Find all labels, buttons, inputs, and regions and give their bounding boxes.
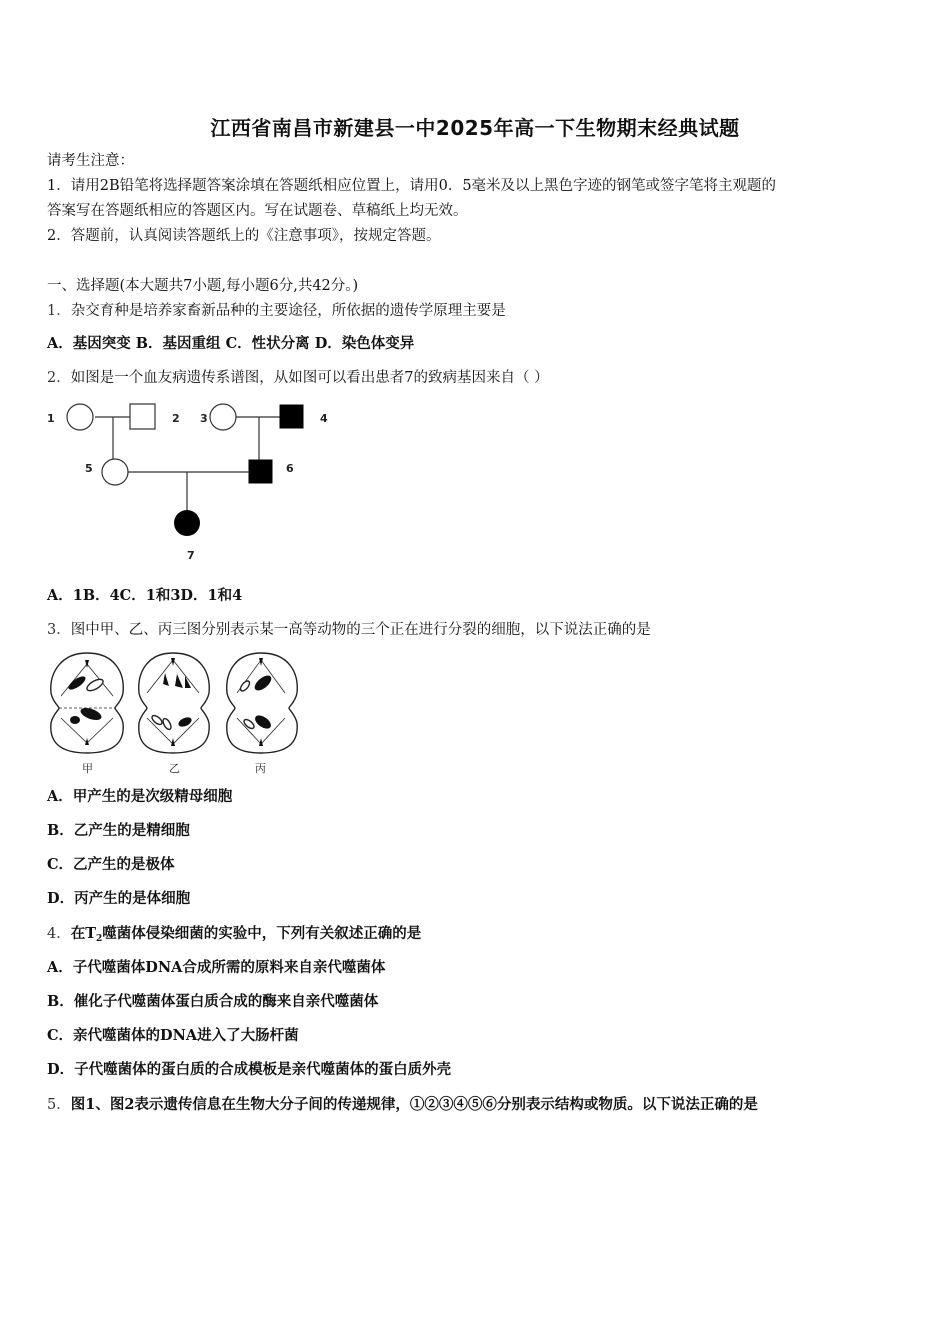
- notice-heading: 请考生注意：: [47, 153, 134, 169]
- individual-2-normal-male: [130, 404, 155, 429]
- individual-7-affected-female: [174, 510, 200, 536]
- question-5: [47, 1094, 907, 1116]
- question-2: [47, 367, 907, 389]
- question-number: 4．: [47, 926, 71, 942]
- question-number: 2．: [47, 370, 71, 386]
- question-3: [47, 619, 907, 641]
- question-1: [47, 300, 907, 322]
- question-1-options: A．基因突变 B．基因重组 C．性状分离 D．染色体变异: [47, 335, 415, 352]
- cell-bing: [227, 653, 297, 753]
- question-number: 1．: [47, 303, 71, 319]
- pedigree-label-4: 4: [320, 412, 328, 425]
- question-4: 4．在$T_2$噬菌体侵染细菌的实验中，下列有关叙述正确的是: [47, 925, 422, 944]
- question-3-option-b: B．乙产生的是精细胞: [47, 822, 190, 839]
- question-stem: 杂交育种是培养家畜新品种的主要途径，所依据的遗传学原理主要是: [70, 303, 506, 319]
- cell-division-figure: [45, 648, 310, 778]
- pedigree-chart: [40, 395, 340, 570]
- pedigree-label-2: 2: [172, 412, 180, 425]
- individual-3-normal-female: [210, 404, 236, 430]
- question-stem: 图1、图2表示遗传信息在生物大分子间的传递规律，①②③④⑤⑥分别表示结构或物质。以下说法正确的是: [70, 1096, 758, 1113]
- section-heading: 一、选择题(本大题共7小题,每小题6分,共42分。): [47, 278, 359, 294]
- question-number: 5．: [47, 1097, 71, 1113]
- pedigree-label-5: 5: [85, 462, 93, 475]
- question-2-options: A．1B．4C．1和3D．1和4: [47, 587, 243, 604]
- notice-item-1: 1．请用2B铅笔将选择题答案涂填在答题纸相应位置上，请用0．5毫米及以上黑色字迹的钢笔或签字笔将主观题的: [47, 178, 777, 194]
- question-4-option-a: A．子代噬菌体DNA合成所需的原料来自亲代噬菌体: [47, 959, 386, 976]
- question-3-option-c: C．乙产生的是极体: [47, 856, 175, 873]
- cell-label-jia: 甲: [82, 762, 93, 775]
- pedigree-label-7: 7: [187, 549, 195, 562]
- question-3-option-a: A．甲产生的是次级精母细胞: [47, 788, 233, 805]
- cell-jia: [51, 653, 123, 753]
- question-4-option-d: D．子代噬菌体的蛋白质的合成模板是亲代噬菌体的蛋白质外壳: [47, 1061, 452, 1078]
- individual-6-affected-male: [249, 460, 272, 483]
- page-title: 江西省南昌市新建县一中2025年高一下生物期末经典试题: [210, 116, 740, 140]
- question-3-option-d: D．丙产生的是体细胞: [47, 890, 191, 907]
- cell-yi: [139, 653, 209, 753]
- question-number: 3．: [47, 622, 71, 638]
- individual-1-normal-female: [67, 404, 93, 430]
- question-stem: 图中甲、乙、丙三图分别表示某一高等动物的三个正在进行分裂的细胞，以下说法正确的是: [70, 622, 651, 638]
- individual-4-affected-male: [280, 405, 303, 428]
- question-4-option-b: B．催化子代噬菌体蛋白质合成的酶来自亲代噬菌体: [47, 993, 379, 1010]
- cell-label-bing: 丙: [255, 762, 266, 775]
- notice-item-1-cont: 答案写在答题纸相应的答题区内。写在试题卷、草稿纸上均无效。: [47, 203, 468, 219]
- question-stem: 如图是一个血友病遗传系谱图，从如图可以看出患者7的致病基因来自（ ）: [70, 370, 549, 386]
- question-4-option-c: C．亲代噬菌体的DNA进入了大肠杆菌: [47, 1027, 299, 1044]
- individual-5-normal-female: [102, 459, 128, 485]
- notice-item-2: 2．答题前，认真阅读答题纸上的《注意事项》，按规定答题。: [47, 228, 441, 244]
- pedigree-label-1: 1: [47, 412, 55, 425]
- pedigree-label-6: 6: [286, 462, 294, 475]
- pedigree-label-3: 3: [200, 412, 208, 425]
- cell-label-yi: 乙: [169, 762, 180, 775]
